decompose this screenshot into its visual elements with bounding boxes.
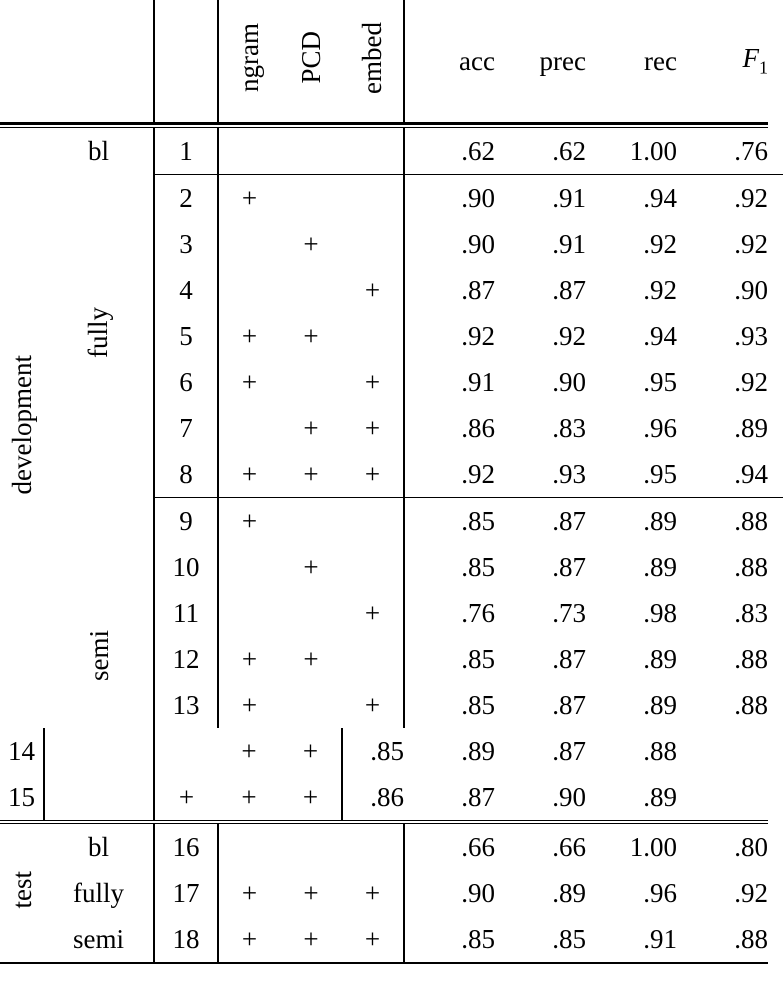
cell-ngram: + [241, 505, 258, 536]
row-id: 11 [154, 590, 218, 636]
cell-acc: .76 [461, 597, 495, 628]
cell-prec: .87 [552, 689, 586, 720]
cell-ngram [154, 728, 218, 774]
cell-acc: .87 [461, 274, 495, 305]
header-rec: rec [644, 45, 677, 76]
cell-rec: .89 [643, 505, 677, 536]
row-id: 10 [154, 544, 218, 590]
row-id: 8 [154, 451, 218, 498]
cell-acc: .91 [461, 366, 495, 397]
header-pcd-label: PCD [295, 31, 326, 84]
cell-ngram [218, 590, 280, 636]
row-id: 4 [154, 267, 218, 313]
cell-acc: .86 [370, 781, 404, 812]
cell-prec: .73 [552, 597, 586, 628]
cell-rec: .94 [643, 182, 677, 213]
group-test-text: test [6, 870, 37, 909]
cell-rec: .90 [552, 781, 586, 812]
cell-f1: .92 [734, 182, 768, 213]
cell-pcd: + [303, 923, 319, 954]
setting-bl-dev: bl [44, 126, 154, 175]
group-label-development [0, 126, 44, 728]
cell-rec: 1.00 [629, 135, 677, 166]
cell-ngram [218, 126, 280, 175]
cell-f1: .88 [734, 643, 768, 674]
cell-f1: .94 [734, 458, 768, 489]
cell-rec: .95 [643, 366, 677, 397]
cell-f1: .88 [643, 735, 677, 766]
cell-acc: .85 [461, 689, 495, 720]
cell-prec: .87 [552, 551, 586, 582]
cell-embed: + [280, 728, 342, 774]
cell-embed [342, 126, 404, 175]
cell-acc: .86 [461, 412, 495, 443]
table-row [0, 824, 783, 870]
cell-acc: .85 [370, 735, 404, 766]
header-blank-id [154, 0, 218, 123]
header-acc: acc [459, 45, 495, 76]
header-embed-label: embed [357, 21, 387, 94]
cell-acc: .90 [461, 228, 495, 259]
row-id: 7 [154, 405, 218, 451]
table-row [0, 916, 783, 963]
cell-pcd [280, 824, 342, 870]
cell-ngram: + [241, 877, 258, 908]
cell-rec: .89 [643, 689, 677, 720]
cell-rec: .87 [552, 735, 586, 766]
cell-prec: .90 [552, 366, 586, 397]
header-f1-label: F [742, 43, 759, 74]
setting-semi-text: semi [83, 630, 114, 681]
cell-f1: .92 [734, 877, 768, 908]
cell-pcd [280, 498, 342, 544]
cell-f1: .92 [734, 228, 768, 259]
cell-embed: + [342, 267, 404, 313]
setting-fully-test: fully [44, 870, 154, 916]
row-id: 12 [154, 636, 218, 682]
cell-acc: .85 [461, 643, 495, 674]
cell-embed: + [342, 451, 404, 498]
cell-embed [342, 544, 404, 590]
cell-prec: .83 [552, 412, 586, 443]
row-id: 14 [0, 728, 44, 774]
table-row [0, 870, 783, 916]
cell-acc: .66 [461, 831, 495, 862]
table-row [0, 126, 783, 175]
cell-f1: .92 [734, 366, 768, 397]
cell-embed [342, 221, 404, 267]
cell-embed: + [342, 590, 404, 636]
row-id: 5 [154, 313, 218, 359]
cell-embed: + [342, 916, 404, 963]
cell-f1: .88 [734, 923, 768, 954]
cell-rec: .89 [643, 551, 677, 582]
cell-prec: .91 [552, 182, 586, 213]
row-id: 17 [154, 870, 218, 916]
cell-pcd: + [303, 412, 319, 443]
row-id: 18 [154, 916, 218, 963]
cell-ngram: + [178, 781, 195, 812]
cell-ngram [218, 405, 280, 451]
cell-f1: .88 [734, 505, 768, 536]
cell-ngram [218, 267, 280, 313]
group-development-text: development [6, 354, 37, 495]
cell-pcd: + [241, 735, 257, 766]
cell-acc: .85 [461, 923, 495, 954]
row-id: 6 [154, 359, 218, 405]
setting-semi-dev [44, 498, 154, 822]
cell-ngram [218, 221, 280, 267]
cell-ngram: + [241, 320, 258, 351]
cell-ngram: + [241, 643, 258, 674]
cell-prec: .66 [552, 831, 586, 862]
group-label-test [0, 824, 44, 963]
cell-embed [342, 636, 404, 682]
cell-f1: .83 [734, 597, 768, 628]
header-f1 [677, 0, 768, 123]
header-ngram-label: ngram [234, 23, 264, 92]
cell-embed: + [342, 405, 404, 451]
cell-rec: .96 [643, 412, 677, 443]
cell-f1: .93 [734, 320, 768, 351]
cell-prec: .92 [552, 320, 586, 351]
cell-embed: + [342, 682, 404, 728]
cell-embed [342, 175, 404, 221]
row-id: 15 [0, 774, 44, 822]
cell-ngram [218, 824, 280, 870]
cell-f1: .88 [734, 551, 768, 582]
cell-pcd [280, 359, 342, 405]
cell-embed [342, 498, 404, 544]
cell-f1: .88 [734, 689, 768, 720]
cell-acc: .85 [461, 551, 495, 582]
rule-bottom [0, 963, 783, 964]
cell-embed: + [342, 359, 404, 405]
cell-prec: .89 [552, 877, 586, 908]
cell-f1: .80 [734, 831, 768, 862]
cell-f1: .89 [734, 412, 768, 443]
header-pcd [280, 0, 342, 123]
setting-bl-test: bl [44, 824, 154, 870]
setting-fully-dev [44, 175, 154, 498]
header-f1-subscript: 1 [759, 57, 768, 78]
cell-pcd: + [303, 228, 319, 259]
cell-acc: .90 [461, 877, 495, 908]
cell-rec: .96 [643, 877, 677, 908]
cell-prec: .91 [552, 228, 586, 259]
setting-semi-test: semi [44, 916, 154, 963]
cell-embed [342, 313, 404, 359]
setting-fully-text: fully [83, 307, 113, 359]
cell-prec: .85 [552, 923, 586, 954]
cell-embed: + [342, 870, 404, 916]
header-prec: prec [539, 45, 586, 76]
cell-acc: .90 [461, 182, 495, 213]
header-ngram [218, 0, 280, 123]
cell-rec: .91 [643, 923, 677, 954]
cell-ngram: + [241, 923, 258, 954]
cell-ngram [218, 544, 280, 590]
cell-pcd: + [303, 320, 319, 351]
cell-pcd [280, 175, 342, 221]
cell-rec: .94 [643, 320, 677, 351]
cell-prec: .87 [552, 274, 586, 305]
cell-pcd [280, 267, 342, 313]
cell-prec: .87 [461, 781, 495, 812]
cell-pcd [280, 682, 342, 728]
cell-f1: .89 [643, 781, 677, 812]
row-id: 16 [154, 824, 218, 870]
cell-acc: .85 [461, 505, 495, 536]
cell-rec: .92 [643, 228, 677, 259]
cell-ngram: + [241, 689, 258, 720]
table-row [0, 498, 783, 544]
table-header-row [0, 0, 783, 123]
cell-rec: 1.00 [629, 831, 677, 862]
cell-ngram: + [241, 366, 258, 397]
cell-rec: .92 [643, 274, 677, 305]
cell-embed: + [280, 774, 342, 822]
cell-prec: .62 [552, 135, 586, 166]
table-row [0, 175, 783, 221]
cell-ngram: + [241, 458, 258, 489]
cell-pcd: + [303, 877, 319, 908]
cell-pcd: + [303, 551, 319, 582]
cell-rec: .95 [643, 458, 677, 489]
cell-rec: .89 [643, 643, 677, 674]
cell-prec: .87 [552, 505, 586, 536]
cell-pcd: + [303, 458, 319, 489]
row-id: 13 [154, 682, 218, 728]
cell-acc: .92 [461, 458, 495, 489]
cell-rec: .98 [643, 597, 677, 628]
row-id: 9 [154, 498, 218, 544]
cell-prec: .89 [461, 735, 495, 766]
cell-pcd: + [303, 643, 319, 674]
cell-pcd: + [241, 781, 257, 812]
cell-acc: .92 [461, 320, 495, 351]
header-blank-setting [44, 0, 154, 123]
row-id: 2 [154, 175, 218, 221]
cell-ngram: + [241, 182, 258, 213]
cell-pcd [280, 126, 342, 175]
cell-prec: .93 [552, 458, 586, 489]
cell-pcd [280, 590, 342, 636]
cell-prec: .87 [552, 643, 586, 674]
row-id: 1 [154, 126, 218, 175]
header-embed [342, 0, 404, 123]
cell-embed [342, 824, 404, 870]
row-id: 3 [154, 221, 218, 267]
cell-acc: .62 [461, 135, 495, 166]
cell-f1: .90 [734, 274, 768, 305]
header-blank-group [0, 0, 44, 123]
cell-f1: .76 [734, 135, 768, 166]
